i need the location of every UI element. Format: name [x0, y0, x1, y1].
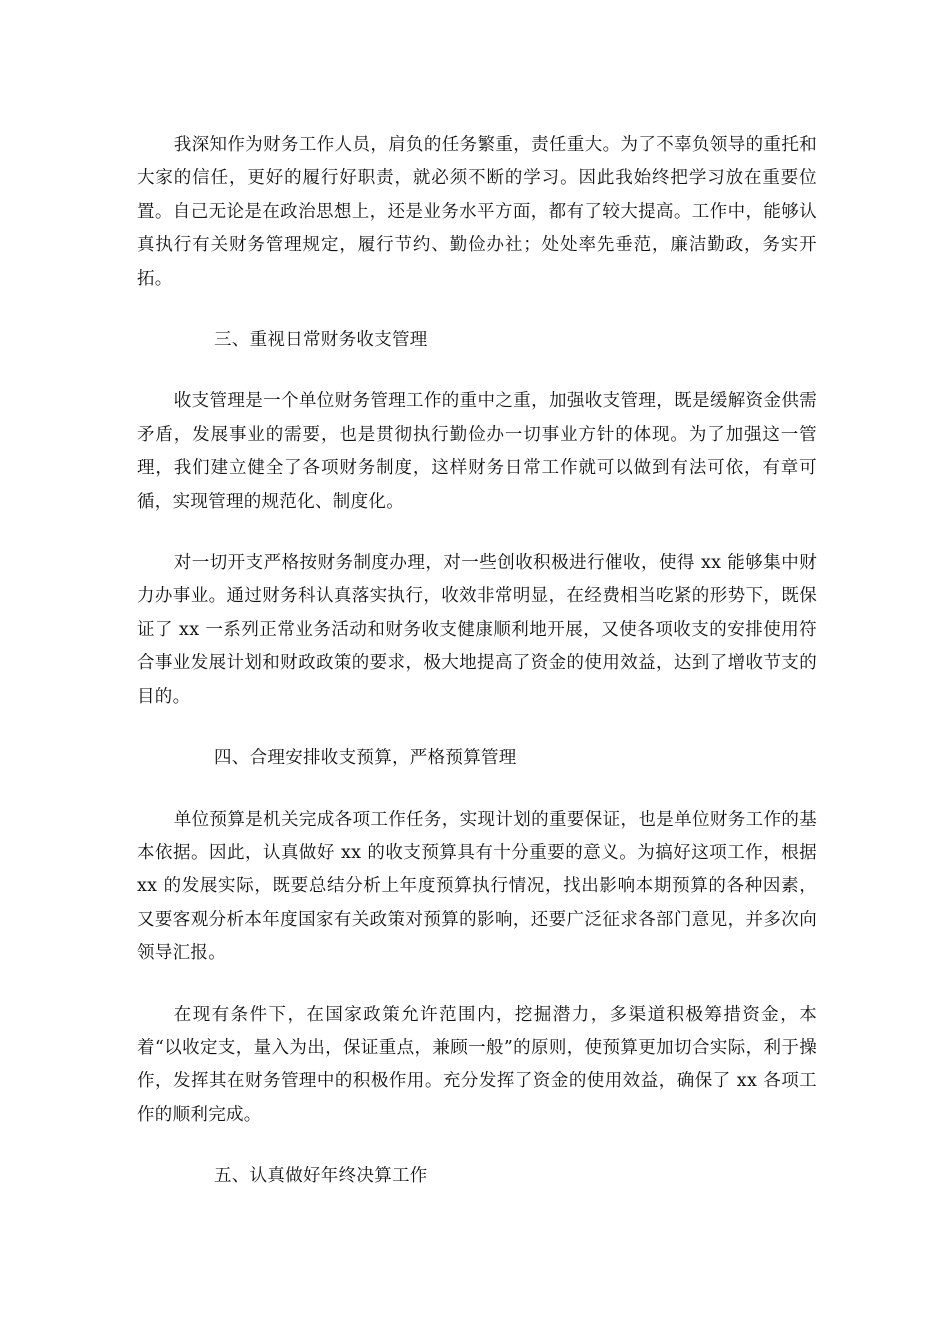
- document-page: [137, 129, 817, 1222]
- heading-section-3: 三、重视日常财务收支管理: [214, 330, 428, 351]
- paragraph-study: 我深知作为财务工作人员，肩负的任务繁重，责任重大。为了不辜负领导的重托和大家的信任，更好的履行好职责，就必须不断的学习。因此我始终把学习放在重要位置。自己无论是在政治思想上，还是业务水平方面，都有了较大提高。工作中，能够认真执行有关财务管理规定，履行节约、勤俭办社；处处率先垂范，廉洁勤政，务实开拓。: [137, 135, 817, 289]
- paragraph-funding: 在现有条件下，在国家政策允许范围内，挖掘潜力，多渠道积极筹措资金，本着“以收定支，量入为出，保证重点，兼顾一般”的原则，使预算更加切合实际，利于操作，发挥其在财务管理中的积极作用。充分发挥了资金的使用效益，确保了 xx 各项工作的顺利完成。: [137, 1004, 817, 1125]
- paragraph-expenditure-control: 对一切开支严格按财务制度办理，对一些创收积极进行催收，使得 xx 能够集中财力办事业。通过财务科认真落实执行，收效非常明显，在经费相当吃紧的形势下，既保证了 xx 一系列正常业务活动和财务收支健康顺利地开展，又使各项收支的安排使用符合事业发展计划和财政政策的要求，极大地提高了资金的使用效益，达到了增收节支的目的。: [137, 553, 817, 707]
- heading-section-4: 四、合理安排收支预算，严格预算管理: [214, 748, 517, 769]
- paragraph-budget: 单位预算是机关完成各项工作任务，实现计划的重要保证，也是单位财务工作的基本依据。因此，认真做好 xx 的收支预算具有十分重要的意义。为搞好这项工作，根据 xx 的发展实际，既要总结分析上年度预算执行情况，找出影响本期预算的各种因素，又要客观分析本年度国家有关政策对预算的影响，还要广泛征求各部门意见，并多次向领导汇报。: [137, 809, 817, 964]
- heading-section-5: 五、认真做好年终决算工作: [214, 1166, 428, 1187]
- paragraph-income-expense: 收支管理是一个单位财务管理工作的重中之重，加强收支管理，既是缓解资金供需矛盾，发展事业的需要，也是贯彻执行勤俭办一切事业方针的体现。为了加强这一管理，我们建立健全了各项财务制度，这样财务日常工作就可以做到有法可依，有章可循，实现管理的规范化、制度化。: [137, 391, 817, 512]
